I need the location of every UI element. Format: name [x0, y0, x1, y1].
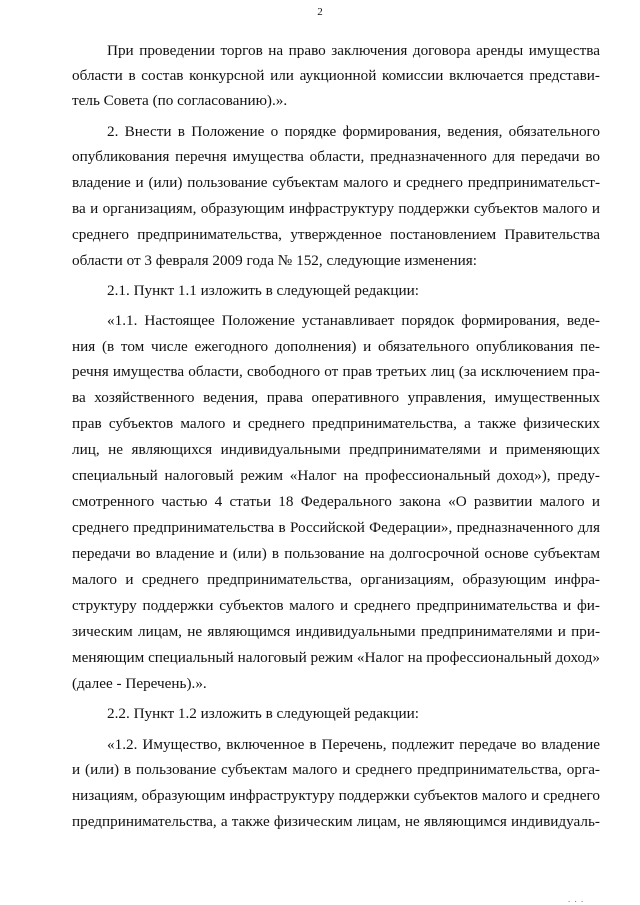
text-line: владение и (или) пользование субъектам малого и среднего предпринимательст-: [72, 174, 600, 191]
text-line: и (или) в пользование субъектам малого и среднего предпринимательства, орга-: [72, 761, 600, 778]
text-line: специальный налоговый режим «Налог на профессиональный доход»), преду-: [72, 467, 600, 484]
text-line: При проведении торгов на право заключения договора аренды имущества: [107, 42, 600, 59]
text-line: предпринимательства, а также физическим лицам, не являющимся индивидуаль-: [72, 813, 600, 830]
text-line: тель Совета (по согласованию).».: [72, 92, 288, 109]
text-line: передачи во владение и (или) в пользование на долгосрочной основе субъектам: [72, 545, 600, 562]
text-line: «1.2. Имущество, включенное в Перечень, подлежит передаче во владение: [107, 736, 600, 753]
text-line: среднего предпринимательства, утвержденное постановлением Правительства: [72, 226, 600, 243]
page-number: 2: [317, 6, 323, 18]
text-line: 2.1. Пункт 1.1 изложить в следующей редакции:: [107, 282, 420, 299]
text-line: низациям, образующим инфраструктуру поддержки субъектов малого и среднего: [72, 787, 600, 804]
text-line: области в состав конкурсной или аукционной комиссии включается представи-: [72, 67, 600, 84]
text-line: среднего предпринимательства в Российской Федерации», предназначенного для: [72, 519, 600, 536]
text-line: меняющим специальный налоговый режим «Налог на профессиональный доход»: [72, 649, 600, 666]
text-line: ва и организациям, образующим инфраструктуру поддержки субъектов малого и: [72, 200, 600, 217]
text-line: ния (в том числе ежегодного дополнения) и обязательного опубликования пе-: [72, 338, 600, 355]
text-line: зическим лицам, не являющимся индивидуальными предпринимателями и при-: [72, 623, 600, 640]
text-line: (далее - Перечень).».: [72, 675, 207, 692]
text-line: речня имущества области, свободного от прав третьих лиц (за исключением пра-: [72, 363, 600, 380]
text-line: смотренного частью 4 статьи 18 Федерального закона «О развитии малого и: [72, 493, 600, 510]
text-line: лиц, не являющихся индивидуальными предпринимателями и применяющих: [72, 441, 600, 458]
text-line: прав субъектов малого и среднего предпринимательства, а также физических: [72, 415, 600, 432]
text-line: ва хозяйственного ведения, права оперативного управления, имущественных: [72, 389, 600, 406]
text-line: 2. Внести в Положение о порядке формирования, ведения, обязательного: [107, 123, 600, 140]
text-line: области от 3 февраля 2009 года № 152, следующие изменения:: [72, 252, 477, 269]
text-line: «1.1. Настоящее Положение устанавливает порядок формирования, веде-: [107, 312, 600, 329]
text-line: структуру поддержки субъектов малого и среднего предпринимательства и фи-: [72, 597, 600, 614]
corner-mark: . . .: [568, 894, 585, 904]
text-line: опубликования перечня имущества области, предназначенного для передачи во: [72, 148, 600, 165]
text-line: малого и среднего предпринимательства, организациям, образующим инфра-: [72, 571, 600, 588]
text-line: 2.2. Пункт 1.2 изложить в следующей редакции:: [107, 705, 420, 722]
